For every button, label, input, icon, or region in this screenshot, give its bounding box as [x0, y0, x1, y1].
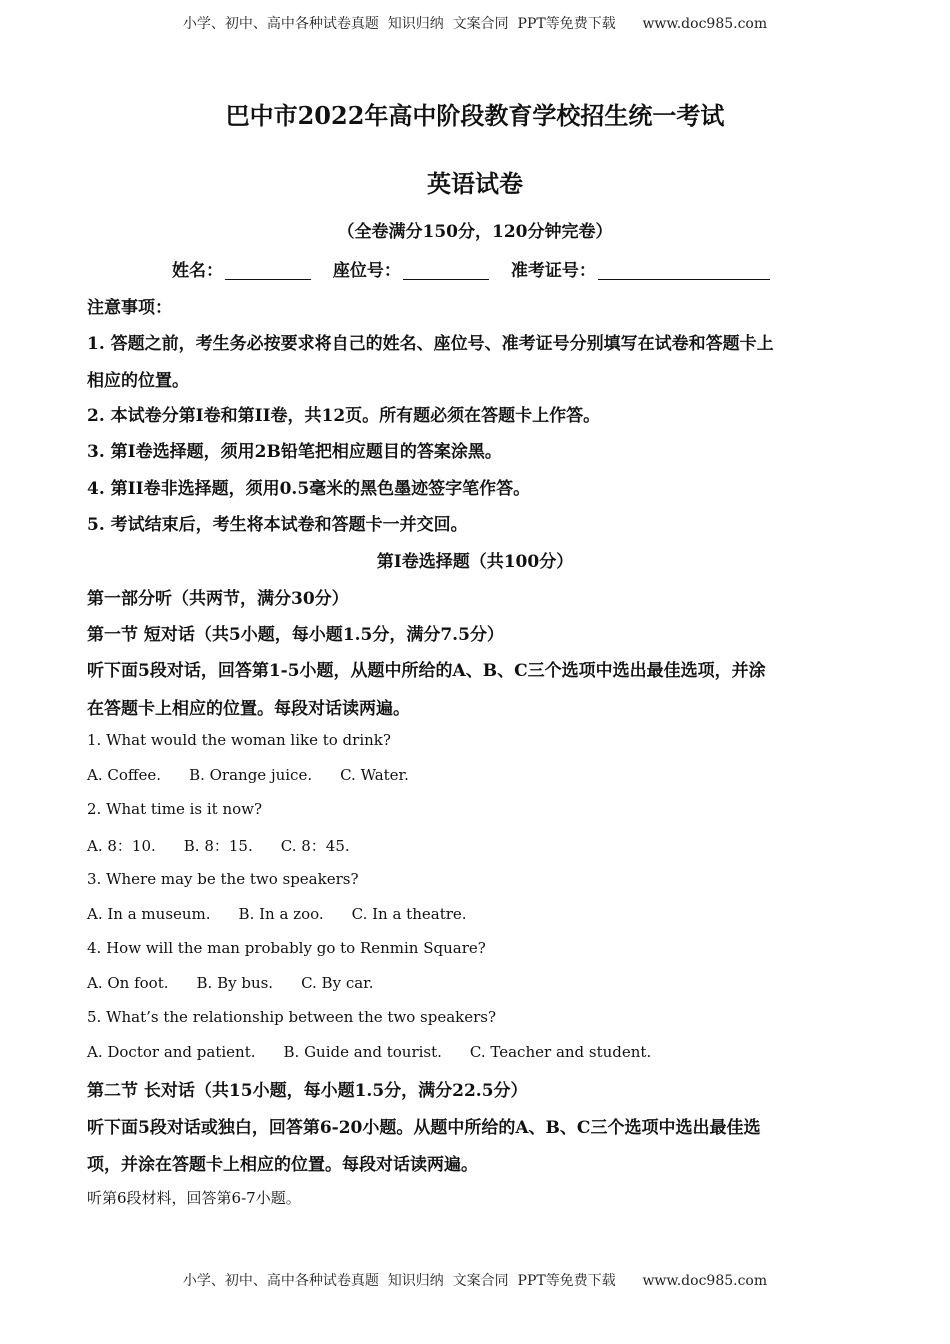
exam-no-blank: [598, 261, 770, 280]
section2-instructions-b: 项，并涂在答题卡上相应的位置。每段对话读两遍。: [87, 1155, 478, 1175]
page-footer: 小学、初中、高中各种试卷真题 知识归纳 文案合同 PPT等免费下载 www.doc985.com: [182, 1273, 768, 1289]
note-item-1b: 相应的位置。: [87, 371, 189, 391]
question-1: 1. What would the woman like to drink?: [87, 731, 391, 749]
option-b: B. 8：15.: [183, 837, 253, 855]
option-b: B. By bus.: [196, 974, 274, 992]
question-3-options: [87, 905, 495, 923]
section2-instructions-a: 听下面5段对话或独白，回答第6-20小题。从题中所给的A、B、C三个选项中选出最佳选: [87, 1118, 761, 1138]
note-item-5: 5. 考试结束后，考生将本试卷和答题卡一并交回。: [87, 515, 468, 535]
question-4-options: [87, 974, 401, 992]
question-5-options: [87, 1043, 679, 1061]
note-item-4: 4. 第II卷非选择题，须用0.5毫米的黑色墨迹签字笔作答。: [87, 479, 531, 499]
name-label: 姓名：: [172, 261, 223, 281]
option-c: C. Teacher and student.: [469, 1043, 652, 1061]
listening-part-title: 第一部分听（共两节，满分30分）: [87, 589, 349, 609]
page-header: 小学、初中、高中各种试卷真题 知识归纳 文案合同 PPT等免费下载 www.doc985.com: [182, 16, 768, 32]
section1-instructions-b: 在答题卡上相应的位置。每段对话读两遍。: [87, 699, 410, 719]
question-2: 2. What time is it now?: [87, 800, 263, 818]
option-a: A. On foot.: [87, 974, 169, 992]
question-5: 5. What’s the relationship between the two speakers?: [87, 1008, 497, 1026]
candidate-info: [172, 256, 786, 281]
notes-heading: 注意事项：: [87, 298, 172, 318]
part1-title: 第I卷选择题（共100分）: [376, 552, 574, 572]
note-item-1a: 1. 答题之前，考生务必按要求将自己的姓名、座位号、准考证号分别填写在试卷和答题卡上: [87, 334, 774, 354]
option-b: B. Guide and tourist.: [283, 1043, 442, 1061]
material-6-note: 听第6段材料，回答第6-7小题。: [87, 1189, 301, 1207]
note-item-3: 3. 第I卷选择题，须用2B铅笔把相应题目的答案涂黑。: [87, 442, 502, 462]
option-a: A. In a museum.: [87, 905, 211, 923]
option-b: B. Orange juice.: [189, 766, 313, 784]
option-a: A. 8：10.: [87, 837, 156, 855]
subject-title: 英语试卷: [427, 169, 523, 198]
note-item-2: 2. 本试卷分第I卷和第II卷，共12页。所有题必须在答题卡上作答。: [87, 406, 601, 426]
question-1-options: [87, 766, 437, 784]
option-c: C. 8：45.: [280, 837, 350, 855]
option-a: A. Doctor and patient.: [87, 1043, 256, 1061]
section1-instructions-a: 听下面5段对话，回答第1-5小题，从题中所给的A、B、C三个选项中选出最佳选项，并涂: [87, 661, 766, 681]
option-c: C. Water.: [340, 766, 409, 784]
option-c: C. In a theatre.: [351, 905, 467, 923]
name-blank: [225, 261, 311, 280]
seat-label: 座位号：: [332, 261, 401, 281]
question-4: 4. How will the man probably go to Renmin Square?: [87, 939, 486, 957]
option-a: A. Coffee.: [87, 766, 162, 784]
question-3: 3. Where may be the two speakers?: [87, 870, 359, 888]
exam-no-label: 准考证号：: [510, 261, 596, 281]
section2-title: 第二节 长对话（共15小题，每小题1.5分，满分22.5分）: [87, 1081, 528, 1101]
score-note: （全卷满分150分，120分钟完卷）: [337, 222, 613, 242]
question-2-options: [87, 835, 378, 856]
option-c: C. By car.: [301, 974, 374, 992]
section1-title: 第一节 短对话（共5小题，每小题1.5分，满分7.5分）: [87, 625, 504, 645]
seat-blank: [403, 261, 489, 280]
exam-title: 巴中市2022年高中阶段教育学校招生统一考试: [225, 101, 725, 130]
option-b: B. In a zoo.: [238, 905, 324, 923]
